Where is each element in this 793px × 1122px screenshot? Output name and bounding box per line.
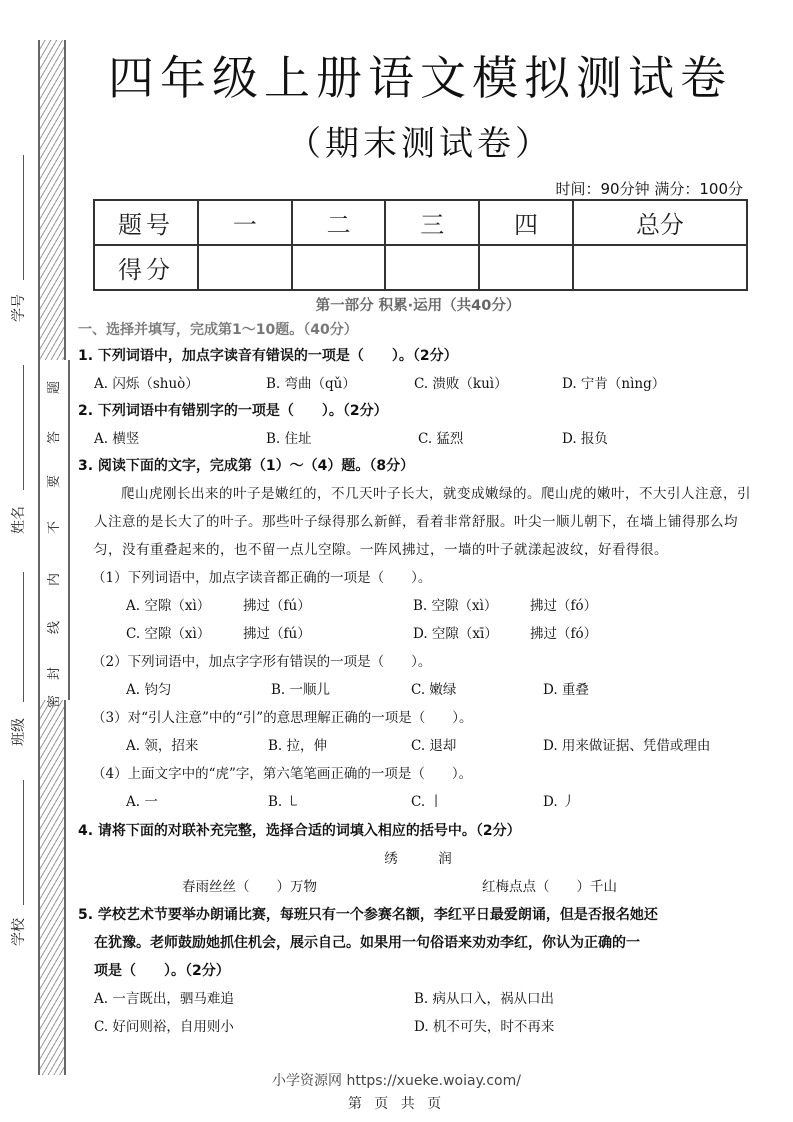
seal-word: 封 <box>47 666 63 681</box>
question-3-1-options-row <box>78 620 758 648</box>
question-5-line: 在犹豫。老师鼓励她抓住机会，展示自己。如果用一句俗语来劝劝李红，你认为正确的一 <box>94 935 640 951</box>
couplet <box>78 873 758 901</box>
student-id-line[interactable] <box>23 155 24 280</box>
option[interactable]: C. 嫩绿 <box>411 682 457 698</box>
header-cell: 一 <box>198 200 292 245</box>
option[interactable]: D. 报负 <box>562 431 608 447</box>
couplet-right[interactable]: 红梅点点（ ）千山 <box>482 879 617 895</box>
question-3-1-options-row <box>78 592 758 620</box>
page-title: 四年级上册语文模拟测试卷 <box>108 51 732 105</box>
option[interactable]: D. 用来做证据、凭借或理由 <box>543 738 711 754</box>
seal-word: 答 <box>47 430 63 445</box>
class-line[interactable] <box>23 572 24 702</box>
school-line[interactable] <box>23 780 24 905</box>
question-4-stem: 4. 请将下面的对联补充完整，选择合适的词填入相应的括号中。（2分） <box>78 823 521 839</box>
option[interactable]: D. 机不可失，时不再来 <box>414 1019 555 1035</box>
option[interactable]: C. 丨 <box>411 794 443 810</box>
reading-passage: 爬山虎刚长出来的叶子是嫩红的，不几天叶子长大，就变成嫩绿的。爬山虎的嫩叶，不大引人注意，引人注意的是长大了的叶子。那些叶子绿得那么新鲜，看着非常舒服。叶尖一顺儿朝下，在墙上铺得那么均匀，没有重叠起来的，也不留一点儿空隙。一阵风拂过，一墙的叶子就漾起波纹，好看得很。 <box>94 486 751 558</box>
seal-word: 内 <box>47 572 63 587</box>
question-1-options <box>78 370 758 398</box>
option[interactable]: A. 空隙（xì） <box>126 598 211 614</box>
header-cell: 二 <box>292 200 386 245</box>
option[interactable]: A. 横竖 <box>94 431 140 447</box>
score-table-score-row <box>94 245 747 290</box>
option[interactable]: C. 好问则裕，自用则小 <box>94 1019 234 1035</box>
page-subtitle: （期末测试卷） <box>287 124 553 164</box>
question-3-3-stem: （3）对“引人注意”中的“引”的意思理解正确的一项是（ ）。 <box>92 710 473 726</box>
question-3-stem: 3. 阅读下面的文字，完成第（1）～（4）题。（8分） <box>78 458 415 474</box>
option[interactable]: B. 病从口入，祸从口出 <box>414 991 555 1007</box>
seal-word: 不 <box>47 520 63 535</box>
question-3-1-stem: （1）下列词语中，加点字读音都正确的一项是（ ）。 <box>92 570 432 586</box>
row-label: 得分 <box>94 245 198 290</box>
option[interactable]: C. 退却 <box>411 738 457 754</box>
option[interactable]: A. 一 <box>126 794 158 810</box>
option[interactable]: A. 闪烁（shuò） <box>94 376 199 392</box>
question-5-line: 5. 学校艺术节要举办朗诵比赛，每班只有一个参赛名额，李红平日最爱朗诵，但是否报名她还 <box>78 907 658 923</box>
question-3-2-stem: （2）下列词语中，加点字字形有错误的一项是（ ）。 <box>92 654 432 670</box>
header-cell: 题号 <box>94 200 198 245</box>
option[interactable]: B. 空隙（xì） <box>413 598 498 614</box>
seal-line-notice <box>38 360 70 709</box>
option[interactable]: A. 钧匀 <box>126 682 172 698</box>
score-cell[interactable] <box>292 245 386 290</box>
question-2-stem: 2. 下列词语中有错别字的一项是（ ）。（2分） <box>78 403 388 419</box>
question-1-stem: 1. 下列词语中，加点字读音有错误的一项是（ ）。（2分） <box>78 348 458 364</box>
score-table <box>93 199 748 291</box>
school-label: 学校 <box>11 918 27 946</box>
seal-word: 题 <box>47 380 63 395</box>
header-cell: 三 <box>385 200 479 245</box>
source-watermark: 小学资源网 https://xueke.woiay.com/ <box>272 1073 521 1089</box>
section-heading: 一、选择并填写，完成第1～10题。（40分） <box>78 322 358 338</box>
page-number: 第 页 共 页 <box>347 1096 446 1112</box>
seal-word: 要 <box>47 474 63 489</box>
question-5-stem <box>78 901 758 985</box>
seal-word: 密 <box>47 694 63 709</box>
question-2-options <box>78 425 758 453</box>
score-cell[interactable] <box>479 245 573 290</box>
seal-word: 线 <box>47 620 63 635</box>
student-id-label: 学号 <box>11 294 27 322</box>
option[interactable]: B. 一顺儿 <box>271 682 331 698</box>
option[interactable]: D. 重叠 <box>543 682 589 698</box>
option[interactable]: B. 拉，伸 <box>268 738 328 754</box>
option-part: 拂过（fú） <box>243 598 311 614</box>
couplet-left[interactable]: 春雨丝丝（ ）万物 <box>182 879 317 895</box>
exam-meta: 时间：90分钟 满分：100分 <box>555 180 743 198</box>
class-label: 班级 <box>11 718 27 746</box>
option[interactable]: B. 弯曲（qǔ） <box>266 376 356 392</box>
question-3-4-options <box>78 788 758 816</box>
option[interactable]: D. 空隙（xī） <box>413 626 498 642</box>
score-table-header-row <box>94 200 747 245</box>
header-cell: 四 <box>479 200 573 245</box>
option[interactable]: B. 住址 <box>266 431 312 447</box>
option[interactable]: D. 丿 <box>543 794 576 810</box>
part-heading: 第一部分 积累·运用（共40分） <box>315 298 521 314</box>
score-cell[interactable] <box>385 245 479 290</box>
question-3-3-options <box>78 732 758 760</box>
question-3-2-options <box>78 676 758 704</box>
question-5-options-row <box>78 1013 758 1041</box>
header-cell: 总分 <box>573 200 747 245</box>
score-cell[interactable] <box>198 245 292 290</box>
option[interactable]: D. 宁肯（nìng） <box>562 376 666 392</box>
option[interactable]: C. 溃败（kuì） <box>414 376 508 392</box>
option-part: 拂过（fó） <box>530 626 598 642</box>
question-5-options-row <box>78 985 758 1013</box>
option[interactable]: C. 空隙（xì） <box>126 626 211 642</box>
option[interactable]: A. 领，招来 <box>126 738 199 754</box>
question-3-4-stem: （4）上面文字中的“虎”字，第六笔笔画正确的一项是（ ）。 <box>92 766 473 782</box>
option[interactable]: A. 一言既出，驷马难追 <box>94 991 234 1007</box>
name-line[interactable] <box>23 365 24 490</box>
question-5-line: 项是（ ）。（2分） <box>94 963 230 979</box>
option[interactable]: C. 猛烈 <box>418 431 464 447</box>
name-label: 姓名 <box>11 506 27 534</box>
option-part: 拂过（fú） <box>243 626 311 642</box>
word-choices: 绣 润 <box>384 851 452 867</box>
option-part: 拂过（fó） <box>530 598 598 614</box>
score-cell[interactable] <box>573 245 747 290</box>
exam-content <box>78 292 758 1041</box>
option[interactable]: B. ㇄ <box>268 794 301 810</box>
couplet-word-choices <box>78 845 758 873</box>
